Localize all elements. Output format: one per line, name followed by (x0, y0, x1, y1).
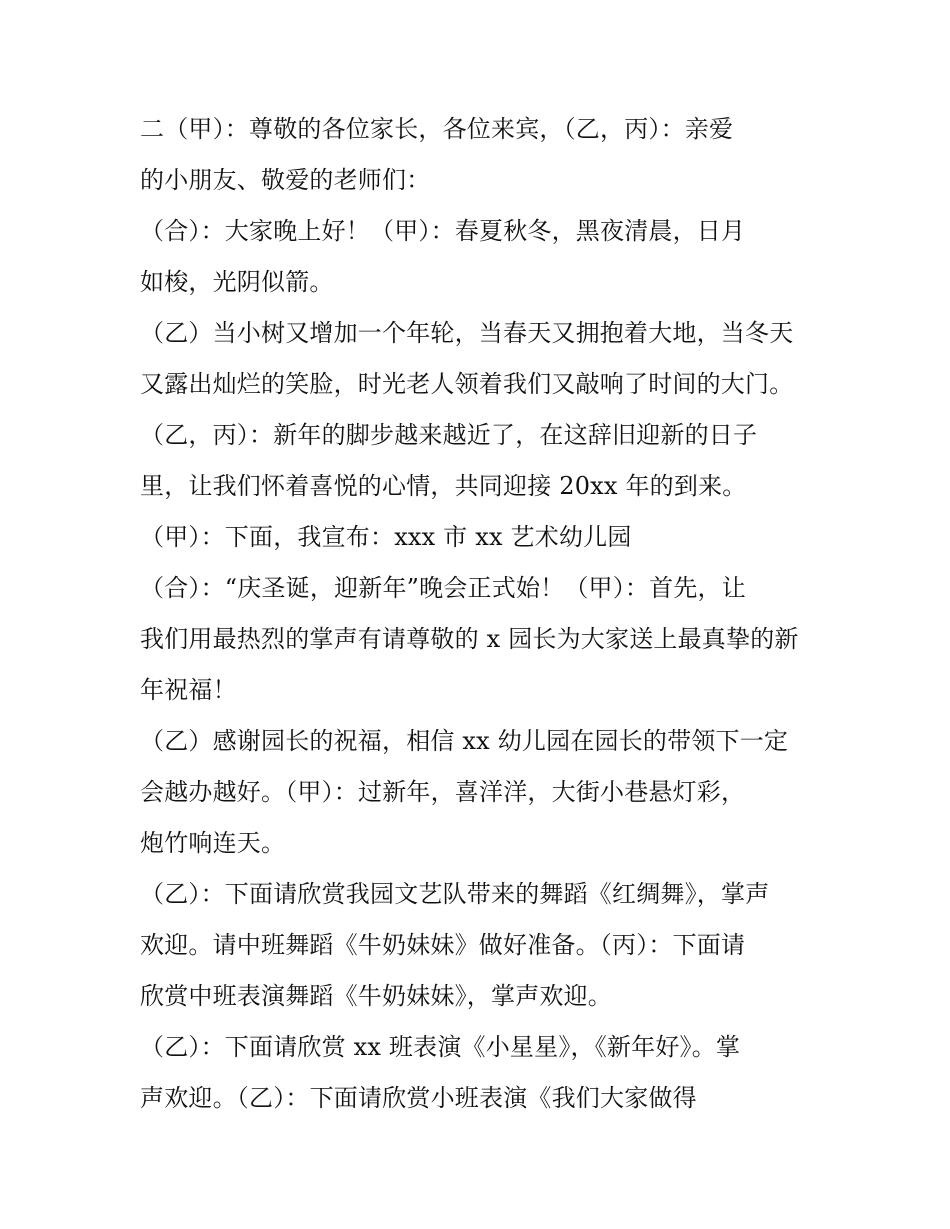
text-line: （合）：大家晚上好！（甲）：春夏秋冬，黑夜清晨，日月 (140, 217, 746, 245)
text-line: 又露出灿烂的笑脸，时光老人领着我们又敲响了时间的大门。 (140, 370, 794, 398)
text-line: 二（甲）：尊敬的各位家长，各位来宾，（乙，丙）：亲爱 (140, 115, 734, 143)
text-line: （乙）：下面请欣赏我园文艺队带来的舞蹈《红绸舞》，掌声 (140, 880, 770, 908)
text-line: 的小朋友、敬爱的老师们： (140, 166, 431, 194)
text-line: 炮竹响连天。 (140, 829, 286, 857)
text-line: （乙）感谢园长的祝福，相信 xx 幼儿园在园长的带领下一定 (140, 727, 789, 755)
text-line: 欢迎。请中班舞蹈《牛奶妹妹》做好准备。（丙）：下面请 (140, 931, 746, 959)
text-line: 里，让我们怀着喜悦的心情，共同迎接 20xx 年的到来。 (140, 472, 747, 500)
text-line: （乙）：下面请欣赏 xx 班表演《小星星》，《新年好》。掌 (140, 1033, 741, 1061)
document-body (140, 104, 830, 1124)
text-line: 如梭，光阴似箭。 (140, 268, 334, 296)
text-line: （乙，丙）：新年的脚步越来越近了，在这辞旧迎新的日子 (140, 421, 758, 449)
text-line: （甲）：下面，我宣布：xxx 市 xx 艺术幼儿园 (140, 523, 632, 551)
text-line: 会越办越好。（甲）：过新年，喜洋洋，大街小巷悬灯彩， (140, 778, 746, 806)
text-line: 声欢迎。（乙）：下面请欣赏小班表演《我们大家做得 (140, 1084, 697, 1112)
text-line: 欣赏中班表演舞蹈《牛奶妹妹》，掌声欢迎。 (140, 982, 612, 1010)
text-line: （乙）当小树又增加一个年轮，当春天又拥抱着大地，当冬天 (140, 319, 794, 347)
text-line: 我们用最热烈的掌声有请尊敬的 x 园长为大家送上最真挚的新 (140, 625, 799, 653)
text-line: 年祝福！ (140, 676, 237, 704)
text-line: （合）：“庆圣诞，迎新年”晚会正式始！（甲）：首先，让 (140, 574, 746, 602)
